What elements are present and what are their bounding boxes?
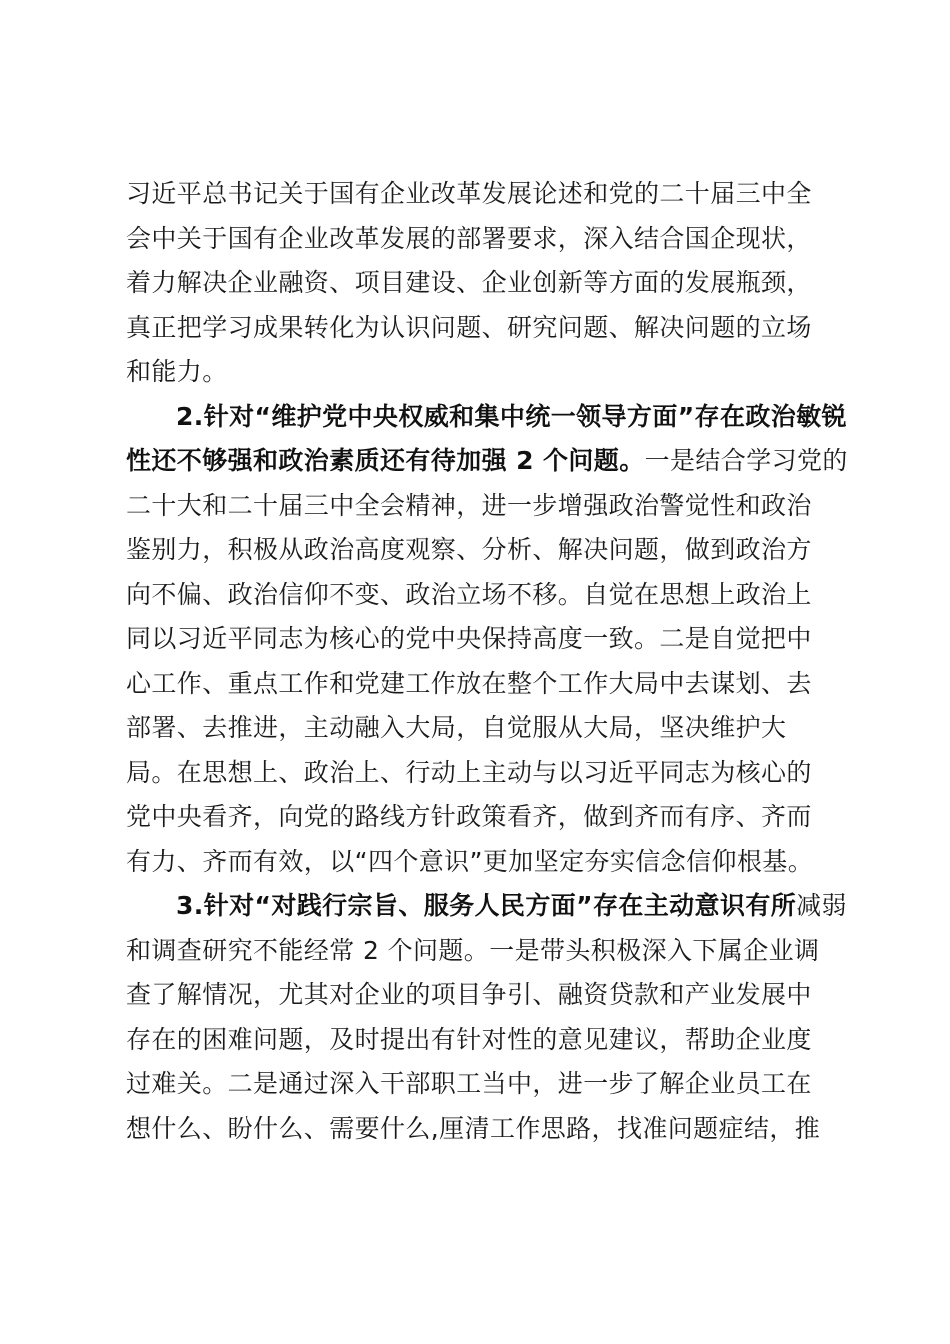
text-line: 局。在思想上、政治上、行动上主动与以习近平同志为核心的 [126, 757, 812, 787]
text-line: 有力、齐而有效，以“四个意识”更加坚定夯实信念信仰根基。 [126, 846, 814, 876]
document-body [126, 172, 848, 1151]
text-line: 想什么、盼什么、需要什么,厘清工作思路，找准问题症结，推 [126, 1113, 821, 1143]
text-line: 存在的困难问题，及时提出有针对性的意见建议，帮助企业度 [126, 1024, 812, 1054]
text-line: 向不偏、政治信仰不变、政治立场不移。自觉在思想上政治上 [126, 579, 812, 609]
text-segment: 一是结合学习党的 [644, 446, 848, 475]
text-line: 查了解情况，尤其对企业的项目争引、融资贷款和产业发展中 [126, 980, 812, 1009]
text-line: 鉴别力，积极从政治高度观察、分析、解决问题，做到政治方 [126, 535, 812, 564]
text-line: 党中央看齐，向党的路线方针政策看齐，做到齐而有序、齐而 [126, 802, 812, 831]
text-line: 和能力。 [126, 357, 228, 386]
text-line: 过难关。二是通过深入干部职工当中，进一步了解企业员工在 [126, 1069, 812, 1098]
text-line: 部署、去推进，主动融入大局，自觉服从大局，坚决维护大 [126, 713, 787, 742]
text-line [126, 884, 847, 929]
paragraph-3 [126, 884, 847, 1151]
text-line [126, 439, 848, 484]
text-line: 会中关于国有企业改革发展的部署要求，深入结合国企现状， [126, 223, 812, 253]
text-line: 习近平总书记关于国有企业改革发展论述和党的二十届三中全 [126, 179, 812, 208]
paragraph-2 [126, 395, 848, 885]
text-line: 和调查研究不能经常 2 个问题。一是带头积极深入下属企业调 [126, 935, 820, 965]
text-line: 真正把学习成果转化为认识问题、研究问题、解决问题的立场 [126, 312, 812, 342]
text-line: 着力解决企业融资、项目建设、企业创新等方面的发展瓶颈， [126, 268, 812, 297]
text-segment: 减弱 [796, 891, 847, 920]
text-line: 二十大和二十届三中全会精神，进一步增强政治警觉性和政治 [126, 490, 812, 520]
paragraph-2-heading: 2.针对“维护党中央权威和集中统一领导方面”存在政治敏锐 [176, 401, 847, 431]
paragraph-3-heading: 3.针对“对践行宗旨、服务人民方面”存在主动意识有所 [176, 891, 797, 920]
text-line: 心工作、重点工作和党建工作放在整个工作大局中去谋划、去 [126, 668, 812, 698]
paragraph-2-heading-end: 性还不够强和政治素质还有待加强 2 个问题。 [126, 446, 645, 475]
text-line: 同以习近平同志为核心的党中央保持高度一致。二是自觉把中 [126, 624, 812, 653]
paragraph-1 [126, 172, 831, 395]
